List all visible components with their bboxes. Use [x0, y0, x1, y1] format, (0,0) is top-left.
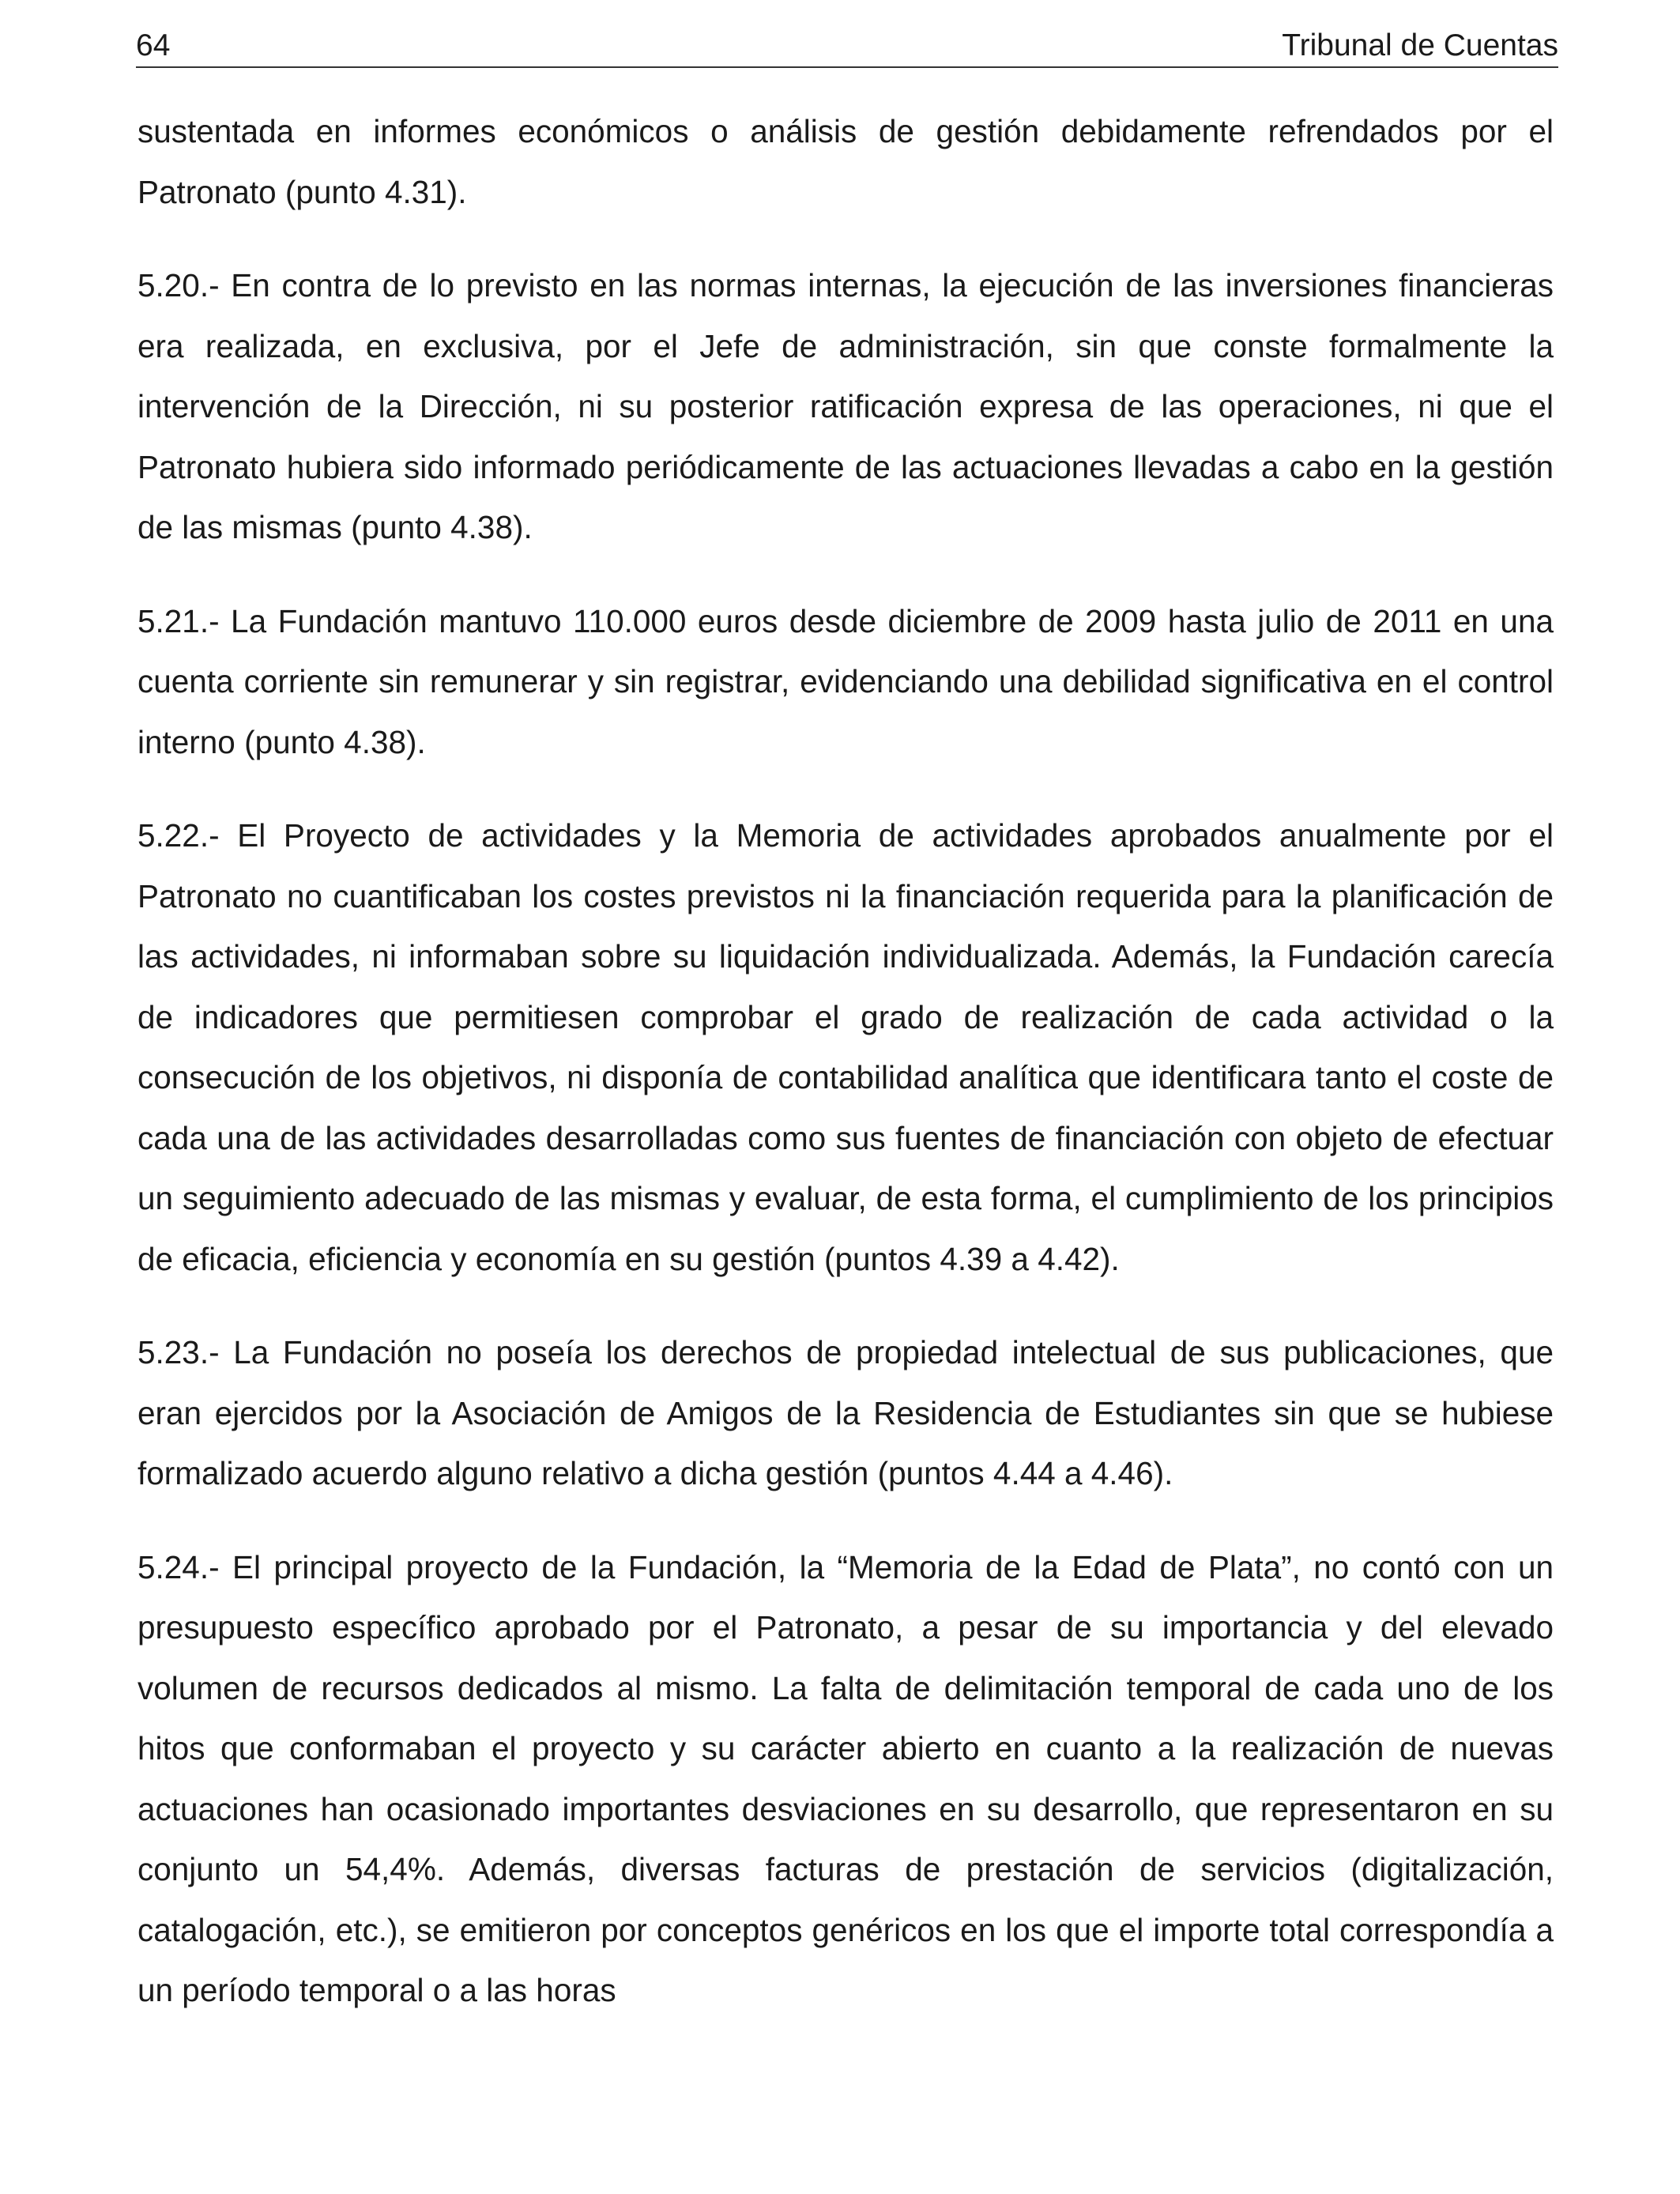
paragraph-5-21: 5.21.- La Fundación mantuvo 110.000 euros desde diciembre de 2009 hasta julio de 2011 en una cuenta corriente sin remunerar y sin registrar, evidenciando una debilidad significativa en el control interno (punto 4.38). — [137, 602, 1554, 760]
paragraph-5-20: 5.20.- En contra de lo previsto en las normas internas, la ejecución de las inversiones financieras era realizada, en exclusiva, por el Jefe de administración, sin que conste formalmente la intervención de la Dirección, ni su posterior ratificación expresa de las operaciones, ni que el Patronato hubiera sido informado periódicamente de las actuaciones llevadas a cabo en la gestión de las mismas (punto 4.38). — [137, 267, 1554, 545]
header-title: Tribunal de Cuentas — [1282, 28, 1558, 62]
paragraph-5-23: 5.23.- La Fundación no poseía los derechos de propiedad intelectual de sus publicaciones, que eran ejercidos por la Asociación de Amigos de la Residencia de Estudiantes sin que se hubiese formalizado acuerdo alguno relativo a dicha gestión (puntos 4.44 a 4.46). — [137, 1334, 1554, 1491]
paragraph-5-22: 5.22.- El Proyecto de actividades y la Memoria de actividades aprobados anualmente por el Patronato no cuantificaban los costes previstos ni la financiación requerida para la planificación de las actividades, ni informaban sobre su liquidación individualizada. Además, la Fundación carecía de indicadores que permitiesen comprobar el grado de realización de cada actividad o la consecución de los objetivos, ni disponía de contabilidad analítica que identificara tanto el coste de cada una de las actividades desarrolladas como sus fuentes de financiación con objeto de efectuar un seguimiento adecuado de las mismas y evaluar, de esta forma, el cumplimiento de los principios de eficacia, eficiencia y economía en su gestión (puntos 4.39 a 4.42). — [137, 817, 1554, 1277]
paragraph-continuation: sustentada en informes económicos o análisis de gestión debidamente refrendados por el Patronato (punto 4.31). — [137, 113, 1554, 210]
page-header — [136, 24, 1558, 68]
paragraph-5-24: 5.24.- El principal proyecto de la Fundación, la “Memoria de la Edad de Plata”, no contó con un presupuesto específico aprobado por el Patronato, a pesar de su importancia y del elevado volumen de recursos dedicados al mismo. La falta de delimitación temporal de cada uno de los hitos que conformaban el proyecto y su carácter abierto en cuanto a la realización de nuevas actuaciones han ocasionado importantes desviaciones en su desarrollo, que representaron en su conjunto un 54,4%. Además, diversas facturas de prestación de servicios (digitalización, catalogación, etc.), se emitieron por conceptos genéricos en los que el importe total correspondía a un período temporal o a las horas — [137, 1548, 1554, 2008]
page-number: 64 — [136, 28, 171, 62]
body-text — [137, 101, 1554, 2021]
